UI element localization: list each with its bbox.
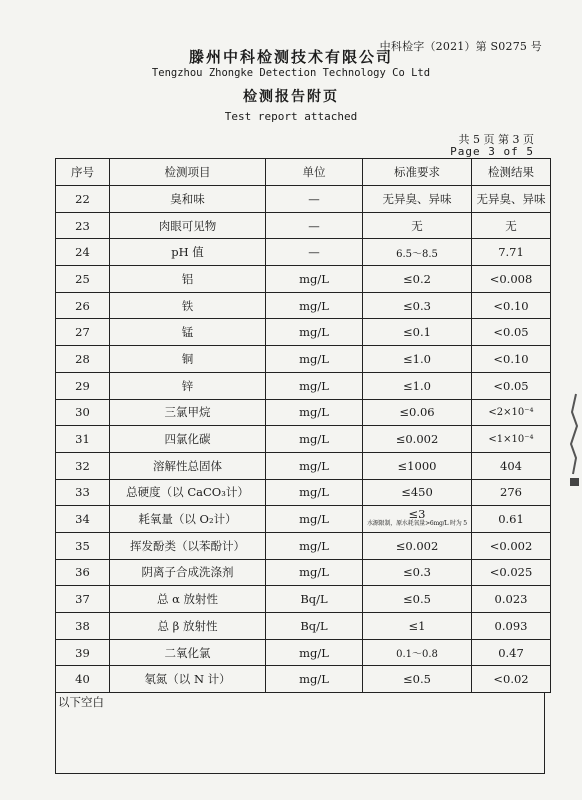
company-name-cn: 滕州中科检测技术有限公司	[188, 48, 393, 66]
cell-result: 无异臭、异味	[472, 186, 551, 213]
company-name-en: Tengzhou Zhongke Detection Technology Co Ltd	[151, 67, 431, 79]
report-title-en: Test report attached	[224, 110, 358, 123]
cell-item: 铝	[110, 266, 266, 293]
table-row	[56, 426, 551, 453]
standard-note: 水源限制，原水耗氧量>6mg/L 时为 5	[367, 520, 467, 528]
cell-no: 30	[56, 399, 110, 426]
cell-unit: mg/L	[266, 319, 363, 346]
cell-unit: mg/L	[266, 452, 363, 479]
cell-item: 铜	[110, 346, 266, 373]
seal-stamp-fragment	[562, 392, 580, 492]
cell-result: 0.093	[472, 613, 551, 640]
cell-unit: Bq/L	[266, 613, 363, 640]
report-title-cn: 检测报告附页	[243, 89, 339, 105]
cell-item: 二氧化氯	[110, 639, 266, 666]
cell-no: 32	[56, 452, 110, 479]
cell-unit: —	[266, 212, 363, 239]
cell-no: 33	[56, 479, 110, 506]
table-row	[56, 239, 551, 266]
cell-no: 35	[56, 532, 110, 559]
report-number: 中科检字（2021）第 S0275 号	[379, 40, 542, 53]
cell-result: <0.025	[472, 559, 551, 586]
cell-unit: mg/L	[266, 639, 363, 666]
header-no: 序号	[56, 159, 110, 186]
standard-value: ≤3	[408, 507, 426, 522]
cell-no: 40	[56, 666, 110, 693]
cell-standard: ≤1	[363, 613, 472, 640]
cell-result: <0.02	[472, 666, 551, 693]
cell-no: 36	[56, 559, 110, 586]
cell-unit: mg/L	[266, 346, 363, 373]
table-row	[56, 479, 551, 506]
cell-standard: ≤0.5	[363, 586, 472, 613]
cell-standard: ≤0.2	[363, 266, 472, 293]
table-row	[56, 613, 551, 640]
cell-item: 氡氮（以 N 计）	[110, 666, 266, 693]
cell-unit: mg/L	[266, 426, 363, 453]
results-table	[55, 158, 551, 693]
cell-result: <0.002	[472, 532, 551, 559]
cell-item: 挥发酚类（以苯酚计）	[110, 532, 266, 559]
cell-result: 0.61	[472, 506, 551, 533]
table-row	[56, 506, 551, 533]
cell-item: 臭和味	[110, 186, 266, 213]
cell-standard: ≤0.3	[363, 559, 472, 586]
table-header-row	[56, 159, 551, 186]
cell-unit: mg/L	[266, 399, 363, 426]
cell-standard: ≤1000	[363, 452, 472, 479]
page-count-en: Page 3 of 5	[450, 145, 534, 158]
header-result: 检测结果	[472, 159, 551, 186]
cell-no: 25	[56, 266, 110, 293]
cell-standard	[363, 506, 472, 533]
cell-item: 铁	[110, 292, 266, 319]
cell-item: 阴离子合成洗涤剂	[110, 559, 266, 586]
cell-unit: mg/L	[266, 666, 363, 693]
cell-result: 276	[472, 479, 551, 506]
table-row	[56, 452, 551, 479]
cell-no: 38	[56, 613, 110, 640]
cell-item: 锌	[110, 372, 266, 399]
table-row	[56, 319, 551, 346]
header-item: 检测项目	[110, 159, 266, 186]
cell-unit: mg/L	[266, 372, 363, 399]
cell-result: 0.023	[472, 586, 551, 613]
cell-no: 22	[56, 186, 110, 213]
table-row	[56, 372, 551, 399]
cell-item: 总 β 放射性	[110, 613, 266, 640]
cell-result: 404	[472, 452, 551, 479]
cell-no: 26	[56, 292, 110, 319]
table-body	[56, 186, 551, 693]
header-standard: 标准要求	[363, 159, 472, 186]
table-row	[56, 399, 551, 426]
table-row	[56, 346, 551, 373]
table-row	[56, 266, 551, 293]
cell-item: 三氯甲烷	[110, 399, 266, 426]
cell-unit: —	[266, 186, 363, 213]
table-row	[56, 639, 551, 666]
table-row	[56, 292, 551, 319]
cell-result: <0.05	[472, 372, 551, 399]
cell-item: 耗氧量（以 O₂计）	[110, 506, 266, 533]
cell-standard: 无异臭、异味	[363, 186, 472, 213]
cell-no: 24	[56, 239, 110, 266]
cell-standard: ≤0.002	[363, 426, 472, 453]
cell-result: 无	[472, 212, 551, 239]
cell-unit: mg/L	[266, 266, 363, 293]
cell-result: <0.008	[472, 266, 551, 293]
cell-item: pH 值	[110, 239, 266, 266]
cell-no: 27	[56, 319, 110, 346]
cell-result: <1×10⁻⁴	[472, 426, 551, 453]
cell-no: 31	[56, 426, 110, 453]
cell-unit: mg/L	[266, 559, 363, 586]
page-count-cn: 共 5 页 第 3 页	[458, 133, 534, 146]
cell-item: 四氯化碳	[110, 426, 266, 453]
blank-below-note: 以下空白	[58, 695, 104, 710]
table-row	[56, 666, 551, 693]
cell-standard: ≤0.1	[363, 319, 472, 346]
cell-standard: ≤0.3	[363, 292, 472, 319]
results-table-container	[55, 158, 545, 774]
cell-unit: Bq/L	[266, 586, 363, 613]
table-row	[56, 586, 551, 613]
cell-no: 39	[56, 639, 110, 666]
cell-standard: ≤1.0	[363, 346, 472, 373]
cell-item: 总硬度（以 CaCO₃计）	[110, 479, 266, 506]
cell-unit: mg/L	[266, 292, 363, 319]
cell-result: <0.10	[472, 292, 551, 319]
cell-no: 29	[56, 372, 110, 399]
cell-standard: 无	[363, 212, 472, 239]
cell-unit: mg/L	[266, 479, 363, 506]
cell-standard: 6.5～8.5	[363, 239, 472, 266]
cell-standard: ≤0.002	[363, 532, 472, 559]
cell-no: 28	[56, 346, 110, 373]
cell-result: <0.05	[472, 319, 551, 346]
cell-no: 34	[56, 506, 110, 533]
cell-item: 总 α 放射性	[110, 586, 266, 613]
cell-item: 溶解性总固体	[110, 452, 266, 479]
table-row	[56, 212, 551, 239]
cell-standard: ≤0.06	[363, 399, 472, 426]
cell-item: 肉眼可见物	[110, 212, 266, 239]
blank-area	[55, 693, 545, 774]
cell-unit: mg/L	[266, 532, 363, 559]
header-unit: 单位	[266, 159, 363, 186]
cell-unit: mg/L	[266, 506, 363, 533]
table-row	[56, 186, 551, 213]
table-row	[56, 532, 551, 559]
cell-standard: ≤450	[363, 479, 472, 506]
cell-item: 锰	[110, 319, 266, 346]
cell-result: 7.71	[472, 239, 551, 266]
cell-no: 37	[56, 586, 110, 613]
cell-standard: 0.1～0.8	[363, 639, 472, 666]
cell-standard: ≤1.0	[363, 372, 472, 399]
cell-result: <0.10	[472, 346, 551, 373]
table-row	[56, 559, 551, 586]
cell-result: 0.47	[472, 639, 551, 666]
cell-standard: ≤0.5	[363, 666, 472, 693]
cell-unit: —	[266, 239, 363, 266]
cell-no: 23	[56, 212, 110, 239]
cell-result: <2×10⁻⁴	[472, 399, 551, 426]
